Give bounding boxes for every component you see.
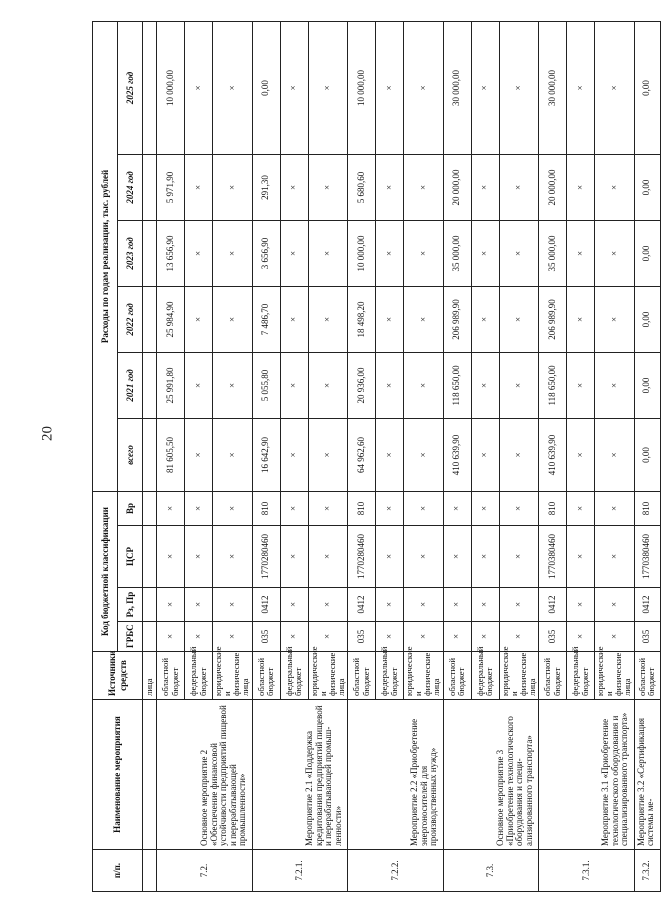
cell-y2021: 20 936,00 [348,352,376,418]
event-name: Основное мероприятие 3 «Приобретение технологического оборудования и специализированного транспорта» [443,700,539,850]
cell-total: × [595,418,635,491]
carry-source: лица [143,652,157,700]
cell-y2024: 0,00 [634,154,660,220]
cell-y2022: × [404,286,444,352]
cell-y2023: × [471,220,499,286]
cell-grbs: × [499,622,539,652]
cell-grbs: 035 [252,622,280,652]
funding-source: областной бюджет [348,652,376,700]
cell-y2023: 0,00 [634,220,660,286]
cell-total: × [280,418,308,491]
cell-y2023: × [185,220,213,286]
cell-total: × [471,418,499,491]
header-2024: 2024 год [118,154,143,220]
cell-vr: × [499,491,539,525]
cell-grbs: × [157,622,185,652]
header-2023: 2023 год [118,220,143,286]
cell-y2021: × [185,352,213,418]
cell-y2024: × [595,154,635,220]
header-grbs: ГРБС [118,622,143,652]
cell-y2024: × [404,154,444,220]
header-kbk: Код бюджетной классификации [93,491,118,651]
table-row [157,21,185,891]
cell-y2024: 5 680,60 [348,154,376,220]
cell-y2025: × [404,21,444,154]
cell-grbs: × [443,622,471,652]
cell-vr: × [443,491,471,525]
cell-y2023: 3 656,90 [252,220,280,286]
cell-y2023: × [499,220,539,286]
cell-vr: × [567,491,595,525]
cell-vr: × [157,491,185,525]
carry-row [143,21,157,891]
cell-grbs: × [595,622,635,652]
row-number: 7.2.2. [348,850,444,892]
cell-grbs: 035 [348,622,376,652]
cell-y2022: × [471,286,499,352]
cell-y2025: 10 000,00 [157,21,185,154]
cell-vr: 810 [348,491,376,525]
cell-y2025: × [595,21,635,154]
cell-vr: 810 [634,491,660,525]
cell-rzpr: × [157,588,185,622]
event-name: Мероприятие 3.2 «Сертификация системы ме- [634,700,660,850]
cell-y2023: 35 000,00 [443,220,471,286]
cell-vr: × [280,491,308,525]
funding-source: федеральный бюджет [280,652,308,700]
cell-y2021: × [308,352,348,418]
header-csr: ЦСР [118,526,143,588]
header-2021: 2021 год [118,352,143,418]
cell-vr: 810 [539,491,567,525]
funding-source: областной бюджет [443,652,471,700]
cell-csr: × [185,526,213,588]
cell-total: × [404,418,444,491]
cell-y2025: 0,00 [252,21,280,154]
cell-y2021: × [404,352,444,418]
event-name: Мероприятие 2.2 «Приобретение энергоносителей для производственных нужд» [348,700,444,850]
cell-grbs: × [471,622,499,652]
cell-rzpr: × [404,588,444,622]
cell-total: 81 605,50 [157,418,185,491]
cell-y2025: 30 000,00 [443,21,471,154]
cell-y2023: 13 656,90 [157,220,185,286]
cell-grbs: × [567,622,595,652]
row-number: 7.2. [157,850,253,892]
cell-rzpr: × [185,588,213,622]
cell-csr: × [567,526,595,588]
cell-grbs: 035 [634,622,660,652]
cell-y2023: × [404,220,444,286]
table-row [252,21,280,891]
cell-vr: × [595,491,635,525]
funding-source: федеральный бюджет [185,652,213,700]
cell-y2024: 20 000,00 [539,154,567,220]
cell-grbs: × [185,622,213,652]
funding-source: юридические и физические лица [213,652,253,700]
cell-rzpr: 0412 [348,588,376,622]
cell-y2022: × [376,286,404,352]
cell-y2025: × [308,21,348,154]
header-rzpr: Рз, Пр [118,588,143,622]
cell-vr: × [376,491,404,525]
funding-source: областной бюджет [252,652,280,700]
cell-y2022: × [567,286,595,352]
cell-grbs: × [376,622,404,652]
cell-y2022: × [595,286,635,352]
cell-grbs: × [308,622,348,652]
cell-rzpr: × [280,588,308,622]
cell-csr: 1770380460 [634,526,660,588]
cell-total: 16 642,90 [252,418,280,491]
cell-total: × [499,418,539,491]
table-body [143,21,661,891]
cell-grbs: × [404,622,444,652]
rotated-page [92,22,656,892]
cell-total: × [185,418,213,491]
cell-y2022: 206 989,90 [539,286,567,352]
cell-y2021: × [567,352,595,418]
cell-y2022: 7 486,70 [252,286,280,352]
cell-vr: × [213,491,253,525]
cell-total: × [308,418,348,491]
header-total: всего [118,418,143,491]
cell-csr: × [471,526,499,588]
cell-vr: × [471,491,499,525]
cell-csr: × [376,526,404,588]
cell-total: × [567,418,595,491]
cell-y2025: × [499,21,539,154]
cell-y2022: 25 984,90 [157,286,185,352]
cell-y2022: 206 989,90 [443,286,471,352]
cell-y2021: 118 650,00 [539,352,567,418]
cell-y2025: × [567,21,595,154]
cell-grbs: × [213,622,253,652]
event-name: Основное мероприятие 2 «Обеспечение финансовой устойчивости предприятий пищевой и перерабатывающей промышленности» [157,700,253,850]
cell-csr: 1770280460 [252,526,280,588]
cell-y2022: 0,00 [634,286,660,352]
cell-rzpr: × [499,588,539,622]
cell-csr: × [404,526,444,588]
cell-y2023: 35 000,00 [539,220,567,286]
cell-y2024: 5 971,90 [157,154,185,220]
cell-csr: × [499,526,539,588]
row-number: 7.3. [443,850,539,892]
cell-y2024: 20 000,00 [443,154,471,220]
cell-total: 64 962,60 [348,418,376,491]
funding-source: юридические и физические лица [595,652,635,700]
cell-rzpr: × [471,588,499,622]
cell-y2024: × [471,154,499,220]
funding-source: юридические и физические лица [404,652,444,700]
cell-total: × [213,418,253,491]
cell-y2024: × [499,154,539,220]
event-name: Мероприятие 3.1 «Приобретение технологического оборудования и специализированного транспорта» [539,700,635,850]
cell-y2021: × [595,352,635,418]
cell-y2023: × [213,220,253,286]
cell-y2021: 0,00 [634,352,660,418]
cell-rzpr: × [567,588,595,622]
cell-y2023: × [308,220,348,286]
cell-total: × [376,418,404,491]
table-row [539,21,567,891]
cell-y2023: 10 000,00 [348,220,376,286]
cell-y2025: × [185,21,213,154]
cell-y2022: × [280,286,308,352]
cell-y2024: × [376,154,404,220]
cell-y2022: × [308,286,348,352]
cell-rzpr: 0412 [539,588,567,622]
cell-vr: × [404,491,444,525]
event-name: Мероприятие 2.1 «Поддержка кредитования предприятий пищевой и перерабатывающей промышленности» [252,700,348,850]
cell-y2025: 10 000,00 [348,21,376,154]
cell-y2021: 118 650,00 [443,352,471,418]
header-source: Источники средств [93,652,143,700]
cell-vr: × [308,491,348,525]
cell-y2025: × [213,21,253,154]
cell-vr: × [185,491,213,525]
cell-y2024: × [280,154,308,220]
budget-table [92,21,661,892]
cell-y2025: 0,00 [634,21,660,154]
cell-rzpr: × [213,588,253,622]
cell-grbs: 035 [539,622,567,652]
cell-rzpr: 0412 [634,588,660,622]
cell-rzpr: 0412 [252,588,280,622]
cell-y2023: × [280,220,308,286]
cell-y2022: × [185,286,213,352]
cell-grbs: × [280,622,308,652]
cell-vr: 810 [252,491,280,525]
table-row [348,21,376,891]
funding-source: федеральный бюджет [471,652,499,700]
cell-y2021: 5 055,80 [252,352,280,418]
cell-y2023: × [567,220,595,286]
funding-source: областной бюджет [539,652,567,700]
cell-y2024: × [567,154,595,220]
cell-y2025: × [471,21,499,154]
cell-y2024: × [185,154,213,220]
funding-source: федеральный бюджет [567,652,595,700]
cell-total: 410 639,90 [539,418,567,491]
header-2022: 2022 год [118,286,143,352]
cell-y2021: × [471,352,499,418]
cell-csr: × [213,526,253,588]
funding-source: областной бюджет [157,652,185,700]
cell-csr: 1770380460 [539,526,567,588]
cell-y2021: × [213,352,253,418]
cell-y2024: 291,30 [252,154,280,220]
cell-total: 0,00 [634,418,660,491]
table-row [443,21,471,891]
row-number: 7.3.2. [634,850,660,892]
funding-source: федеральный бюджет [376,652,404,700]
cell-csr: × [443,526,471,588]
funding-source: юридические и физические лица [308,652,348,700]
cell-y2022: 18 498,20 [348,286,376,352]
header-vr: Вр [118,491,143,525]
cell-y2021: 25 991,80 [157,352,185,418]
cell-rzpr: × [595,588,635,622]
cell-csr: 1770280460 [348,526,376,588]
cell-y2025: × [376,21,404,154]
cell-y2021: × [280,352,308,418]
page-number: 20 [39,426,56,441]
cell-y2025: 30 000,00 [539,21,567,154]
cell-y2021: × [376,352,404,418]
header-2025: 2025 год [118,21,143,154]
cell-csr: × [280,526,308,588]
cell-y2024: × [308,154,348,220]
cell-y2021: × [499,352,539,418]
cell-csr: × [595,526,635,588]
header-name: Наименование мероприятия [93,700,143,850]
funding-source: юридические и физические лица [499,652,539,700]
cell-y2025: × [280,21,308,154]
funding-source: областной бюджет [634,652,660,700]
header-np: п/п. [93,850,143,892]
cell-csr: × [308,526,348,588]
row-number: 7.2.1. [252,850,348,892]
cell-csr: × [157,526,185,588]
header-expenses: Расходы по годам реализации, тыс. рублей [93,21,118,491]
cell-y2022: × [499,286,539,352]
cell-rzpr: × [308,588,348,622]
cell-rzpr: × [443,588,471,622]
cell-total: 410 639,90 [443,418,471,491]
cell-y2023: × [376,220,404,286]
cell-y2022: × [213,286,253,352]
table-row [634,21,660,891]
cell-y2023: × [595,220,635,286]
cell-y2024: × [213,154,253,220]
row-number: 7.3.1. [539,850,635,892]
cell-rzpr: × [376,588,404,622]
